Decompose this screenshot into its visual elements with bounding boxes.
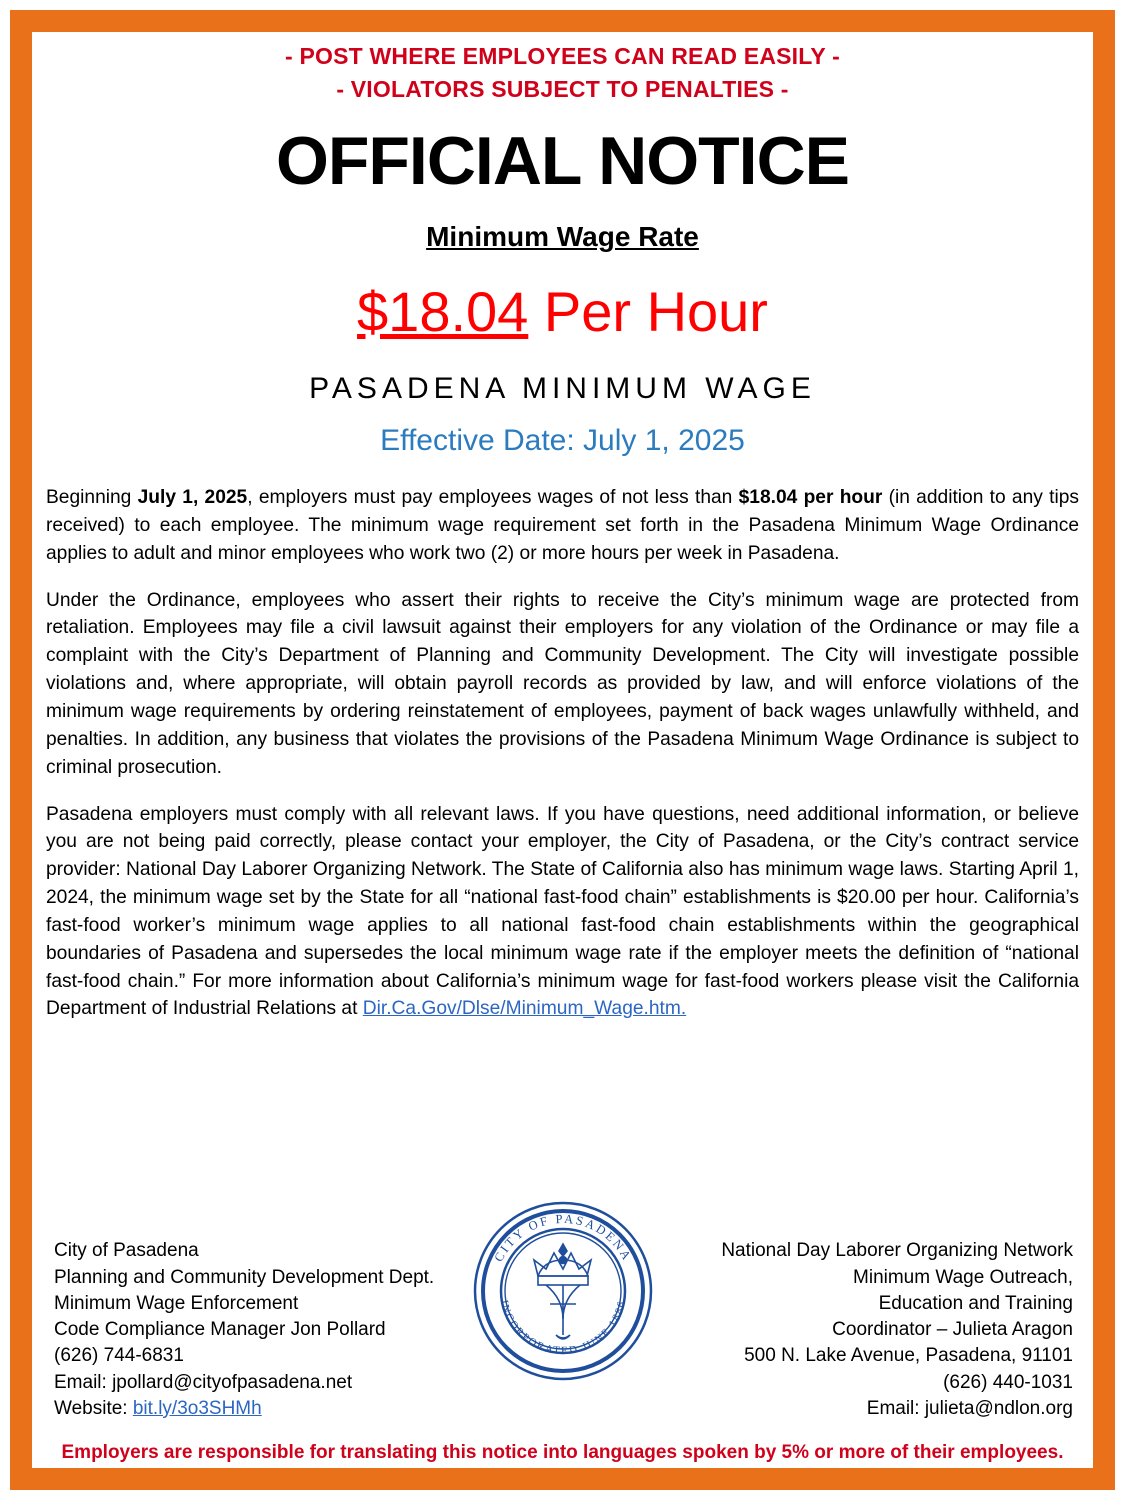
ndlon-line-1: National Day Laborer Organizing Network	[721, 1240, 1073, 1262]
ndlon-email: Email: julieta@ndlon.org	[866, 1397, 1073, 1419]
post-instruction-line-1: - POST WHERE EMPLOYEES CAN READ EASILY -	[285, 43, 840, 69]
wage-rate-amount: $18.04	[357, 280, 529, 344]
poster-content	[46, 40, 1079, 1466]
seal-container	[463, 1200, 663, 1382]
para1-part-e: (in addition to any tips received) to each employee. The minimum wage requirement set forth in the Pasadena Minimum Wage Ordinance applies to adult and minor employees who work two (2) or more hours per week in Pasadena.	[46, 487, 1079, 564]
para1-part-a: Beginning	[46, 487, 138, 509]
ndlon-address: 500 N. Lake Avenue, Pasadena, 91101	[744, 1345, 1073, 1367]
dir-ca-gov-link[interactable]: Dir.Ca.Gov/Dlse/Minimum_Wage.htm.	[362, 998, 687, 1020]
city-contact-line-4: Code Compliance Manager Jon Pollard	[54, 1319, 386, 1341]
page-title: OFFICIAL NOTICE	[275, 123, 850, 200]
city-contact-line-3: Minimum Wage Enforcement	[54, 1292, 299, 1314]
effective-date: Effective Date: July 1, 2025	[380, 424, 745, 458]
ndlon-line-2: Minimum Wage Outreach,	[853, 1266, 1073, 1288]
notice-body	[46, 484, 1079, 1023]
city-contact-email: Email: jpollard@cityofpasadena.net	[54, 1371, 353, 1393]
svg-text:CITY OF PASADENA: CITY OF PASADENA	[490, 1212, 635, 1265]
body-paragraph-3	[46, 801, 1079, 1024]
city-contact-block	[46, 1238, 446, 1422]
city-contact-line-2: Planning and Community Development Dept.	[54, 1266, 435, 1288]
jurisdiction-label: PASADENA MINIMUM WAGE	[309, 372, 816, 406]
svg-text:INCORPORATED JUNE 1886: INCORPORATED JUNE 1886	[497, 1299, 628, 1358]
body-paragraph-2: Under the Ordinance, employees who assert their rights to receive the City’s minimum wage are protected from retaliation. Employees may file a civil lawsuit against their employers for any violation of the Ordinance or may file a complaint with the City’s Department of Planning and Community Development. The City will investigate possible violations and, where appropriate, will obtain payroll records as provided by law, and will enforce violations of the minimum wage requirements by ordering reinstatement of employees, payment of back wages unlawfully withheld, and penalties. In addition, any business that violates the provisions of the Pasadena Minimum Wage Ordinance is subject to criminal prosecution.	[46, 589, 1079, 778]
ndlon-contact-block	[679, 1238, 1079, 1422]
city-website-link[interactable]: bit.ly/3o3SHMh	[132, 1397, 262, 1419]
ndlon-phone: (626) 440-1031	[943, 1371, 1073, 1393]
ndlon-line-4: Coordinator – Julieta Aragon	[832, 1319, 1073, 1341]
para1-date: July 1, 2025	[137, 487, 248, 509]
notice-subtitle: Minimum Wage Rate	[426, 221, 699, 253]
website-label: Website:	[54, 1397, 133, 1419]
wage-rate-suffix: Per Hour	[528, 280, 768, 344]
para1-part-c: , employers must pay employees wages of not less than	[247, 487, 739, 509]
para1-rate: $18.04 per hour	[738, 487, 883, 509]
post-instruction-line-2: - VIOLATORS SUBJECT TO PENALTIES -	[336, 75, 789, 102]
body-paragraph-1	[46, 484, 1079, 568]
para3-text: Pasadena employers must comply with all relevant laws. If you have questions, need additional information, or believe you are not being paid correctly, please contact your employer, the City of Pasadena, or the City’s contract service provider: National Day Laborer Organizing Network. The State of California also has minimum wage laws. Starting April 1, 2024, the minimum wage set by the State for all “national fast-food chain” establishments is $20.00 per hour. California’s fast-food worker’s minimum wage applies to all national fast-food chain establishments within the geographical boundaries of Pasadena and supersedes the local minimum wage rate if the employer meets the definition of “national fast-food chain.” For more information about California’s minimum wage for fast-food workers please visit the California Department of Industrial Relations at	[46, 803, 1079, 1020]
contact-footer	[46, 1212, 1079, 1422]
city-contact-website	[54, 1396, 446, 1422]
city-contact-line-1: City of Pasadena	[54, 1240, 199, 1262]
city-of-pasadena-seal-icon	[472, 1200, 654, 1382]
translation-note: Employers are responsible for translating this notice into languages spoken by 5% or more of their employees.	[61, 1442, 1064, 1463]
city-contact-phone: (626) 744-6831	[54, 1345, 184, 1367]
wage-rate	[46, 280, 1079, 344]
ndlon-line-3: Education and Training	[878, 1292, 1073, 1314]
